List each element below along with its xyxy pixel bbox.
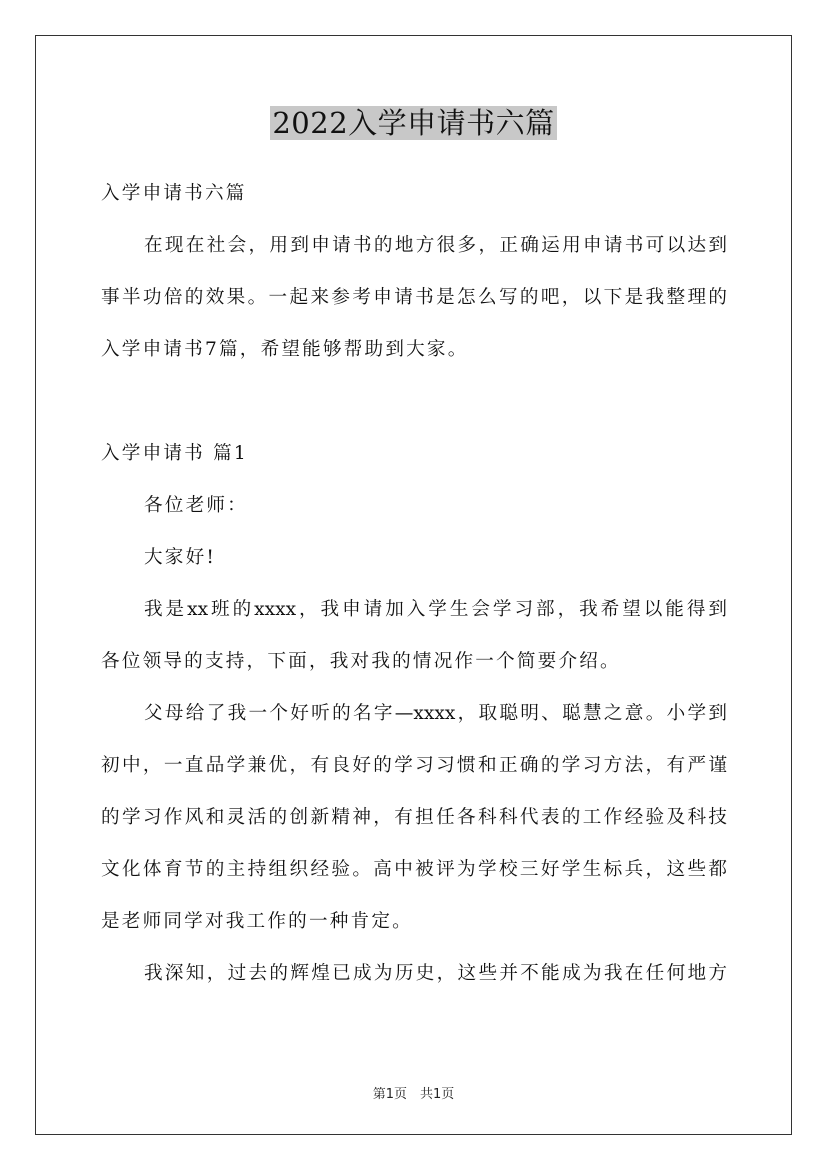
- section-heading: 入学申请书六篇: [101, 183, 247, 204]
- document-title: [0, 103, 827, 143]
- blank-line: [101, 376, 727, 428]
- section-heading: 入学申请书 篇1: [101, 443, 248, 464]
- paragraph-line: 是老师同学对我工作的一种肯定。: [101, 911, 413, 932]
- page-footer: 第1页 共1页: [372, 1087, 455, 1102]
- paragraph-line: 在现在社会，用到申请书的地方很多，正确运用申请书可以达到: [144, 235, 727, 256]
- paragraph-line: 事半功倍的效果。一起来参考申请书是怎么写的吧，以下是我整理的: [101, 287, 727, 308]
- document-body: [101, 168, 727, 1000]
- greeting: 大家好!: [144, 547, 217, 568]
- paragraph-line: 入学申请书7篇，希望能够帮助到大家。: [101, 339, 469, 360]
- paragraph-line: 我深知，过去的辉煌已成为历史，这些并不能成为我在任何地方: [144, 963, 727, 984]
- paragraph-line: 各位领导的支持，下面，我对我的情况作一个简要介绍。: [101, 651, 621, 672]
- document-title-text: 2022入学申请书六篇: [272, 106, 555, 140]
- paragraph-line: 我是xx班的xxxx，我申请加入学生会学习部，我希望以能得到: [144, 599, 727, 620]
- salutation: 各位老师：: [144, 495, 248, 516]
- paragraph-line: 父母给了我一个好听的名字—xxxx，取聪明、聪慧之意。小学到: [144, 703, 727, 724]
- paragraph-line: 文化体育节的主持组织经验。高中被评为学校三好学生标兵，这些都: [101, 859, 727, 880]
- paragraph-line: 初中，一直品学兼优，有良好的学习习惯和正确的学习方法，有严谨: [101, 755, 727, 776]
- paragraph-line: 的学习作风和灵活的创新精神，有担任各科科代表的工作经验及科技: [101, 807, 727, 828]
